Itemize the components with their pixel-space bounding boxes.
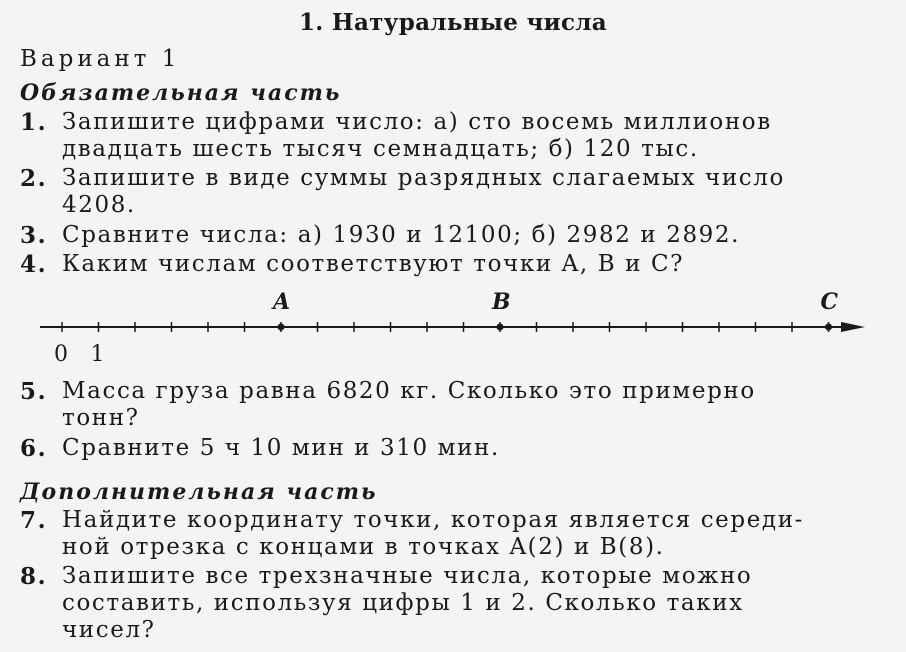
section-additional-heading: Дополнительная часть	[20, 479, 378, 505]
task-line: Запишите в виде суммы разрядных слагаемых число	[62, 165, 785, 191]
task-number: 7.	[20, 507, 48, 534]
task-line: ной отрезка с концами в точках A(2) и B(8).	[62, 534, 665, 560]
task-line: двадцать шесть тысяч семнадцать; б) 120 тыс.	[62, 136, 699, 162]
task-line: Найдите координату точки, которая является середи-	[62, 507, 804, 533]
task-number: 1.	[20, 109, 48, 136]
task-line: чисел?	[62, 617, 156, 643]
task-line: Сравните числа: а) 1930 и 12100; б) 2982 и 2892.	[62, 222, 741, 248]
task-number: 5.	[20, 378, 48, 405]
number-line	[0, 285, 906, 375]
task-line: Масса груза равна 6820 кг. Сколько это примерно	[62, 378, 756, 404]
task-line: Запишите все трехзначные числа, которые можно	[62, 563, 753, 589]
task-number: 6.	[20, 435, 48, 462]
section-required-heading: Обязательная часть	[20, 80, 342, 106]
variant-label: Вариант 1	[20, 46, 181, 72]
point-label-a: A	[273, 289, 291, 315]
point-b	[497, 324, 504, 331]
task-line: Сравните 5 ч 10 мин и 310 мин.	[62, 435, 500, 461]
task-line: составить, используя цифры 1 и 2. Сколько таких	[62, 590, 744, 616]
task-number: 8.	[20, 563, 48, 590]
point-a	[278, 324, 285, 331]
point-label-c: C	[820, 289, 839, 315]
number-line-graphic	[0, 285, 906, 375]
task-number: 2.	[20, 165, 48, 192]
task-line: тонн?	[62, 405, 140, 431]
tick-label: 1	[90, 342, 105, 367]
point-label-b: B	[492, 289, 511, 315]
task-line: Каким числам соответствуют точки A, B и C?	[62, 251, 685, 277]
tick-label: 0	[54, 342, 68, 367]
task-number: 4.	[20, 251, 48, 278]
page-title: 1. Натуральные числа	[299, 9, 607, 36]
point-c	[825, 324, 832, 331]
axis-arrow	[841, 322, 865, 332]
task-line: 4208.	[62, 192, 136, 218]
task-line: Запишите цифрами число: а) сто восемь миллионов	[62, 109, 772, 135]
task-number: 3.	[20, 222, 48, 249]
